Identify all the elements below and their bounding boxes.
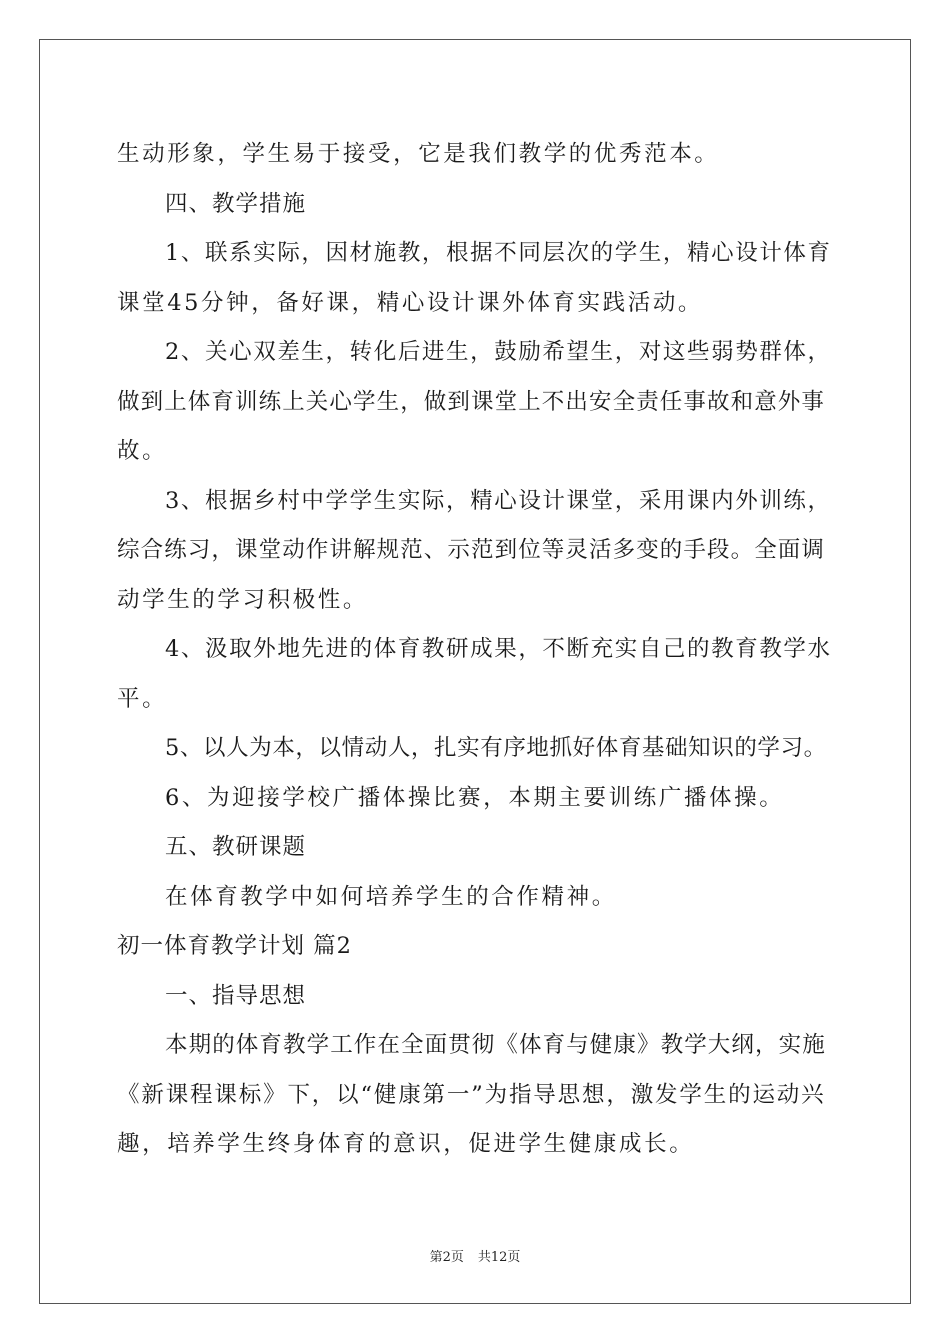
- section-heading: 四、教学措施: [165, 190, 307, 217]
- paragraph-line: 动学生的学习积极性。: [117, 586, 369, 613]
- article-title: 初一体育教学计划 篇2: [117, 933, 352, 959]
- paragraph-line: 生动形象，学生易于接受，它是我们教学的优秀范本。: [117, 141, 720, 167]
- section-heading: 五、教研课题: [165, 834, 307, 860]
- paragraph-line: 3、根据乡村中学学生实际，精心设计课堂，采用课内外训练，: [165, 487, 832, 514]
- paragraph-line: 4、汲取外地先进的体育教研成果，不断充实自己的教育教学水: [165, 636, 832, 662]
- paragraph-line: 在体育教学中如何培养学生的合作精神。: [165, 883, 617, 910]
- paragraph-line: 趣，培养学生终身体育的意识，促进学生健康成长。: [117, 1131, 695, 1157]
- paragraph-line: 2、关心双差生，转化后进生，鼓励希望生，对这些弱势群体，: [165, 339, 832, 365]
- paragraph-line: 5、以人为本，以情动人，扎实有序地抓好体育基础知识的学习。: [165, 735, 827, 761]
- paragraph-line: 课堂45分钟，备好课，精心设计课外体育实践活动。: [117, 289, 704, 316]
- current-page-number: 第2页: [429, 1250, 464, 1265]
- paragraph-line: 综合练习，课堂动作讲解规范、示范到位等灵活多变的手段。全面调: [117, 537, 826, 563]
- paragraph-line: 本期的体育教学工作在全面贯彻《体育与健康》教学大纲，实施: [165, 1032, 826, 1058]
- total-page-count: 共12页: [477, 1250, 521, 1265]
- paragraph-line: 1、联系实际，因材施教，根据不同层次的学生，精心设计体育: [165, 240, 832, 266]
- page-footer: [0, 1246, 950, 1265]
- paragraph-line: 平。: [117, 685, 168, 712]
- document-body: [117, 130, 832, 1170]
- section-heading: 一、指导思想: [165, 982, 307, 1009]
- paragraph-line: 《新课程课标》下，以“健康第一”为指导思想，激发学生的运动兴: [117, 1081, 826, 1108]
- paragraph-line: 故。: [117, 438, 168, 464]
- paragraph-line: 6、为迎接学校广播体操比赛，本期主要训练广播体操。: [165, 784, 785, 811]
- paragraph-line: 做到上体育训练上关心学生，做到课堂上不出安全责任事故和意外事: [117, 388, 826, 415]
